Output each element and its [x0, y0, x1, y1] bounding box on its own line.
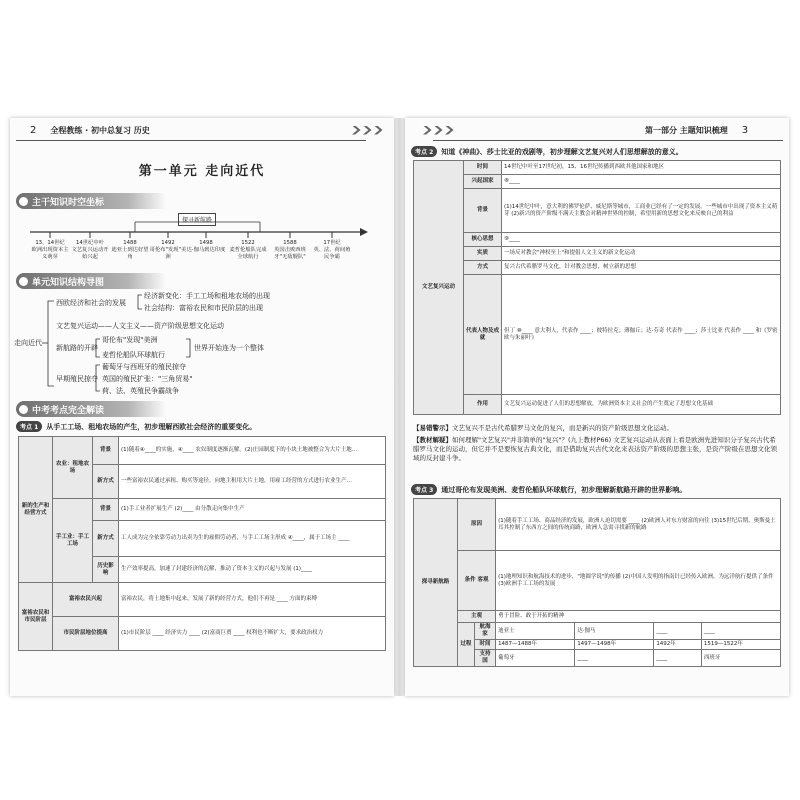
- table-cell: 新的生产和经营方式: [19, 437, 53, 583]
- section-heading: 中考考点完全解读: [16, 401, 166, 417]
- table-cell: 达·伽马: [575, 623, 654, 640]
- table-cell: 实质: [464, 247, 502, 261]
- table-cell: (1)手工业者扩展生产 (2)____ 由分散走向集中生产: [119, 499, 386, 521]
- table-cell: (1)随着手工工场、商品经济的发展，欧洲人迫切需要 ____ (2)欧洲人对东方财富的向往 (3)15世纪后期，奥斯曼土耳其控制了东西方之间的传统商路，欧洲人急需寻找新的航路: [496, 499, 781, 551]
- structure-leaf: 经济新变化：手工工场和租地农场的出现: [144, 292, 270, 300]
- table-cell: 勇于冒险、敢于开拓的精神: [496, 611, 781, 623]
- chevron-icon: [363, 126, 372, 135]
- table-row: [414, 623, 781, 640]
- table-cell: 背景: [93, 499, 119, 521]
- table-cell: 时间: [474, 640, 495, 650]
- table-cell: 核心思想: [464, 233, 502, 247]
- table-cell: 迪亚士: [496, 623, 575, 640]
- structure-leaf: 麦哲伦船队环球航行: [102, 351, 165, 359]
- right-header: [645, 122, 748, 138]
- table-cell: (1)地理知识和航海技术的进步，"地圆学说"的传播 (2)中国人发明的指南针已经传入欧洲，为远洋航行提供了条件 (3)欧洲手工工场的发展: [496, 551, 781, 611]
- exam-point-text: 通过哥伦布发现美洲、麦哲伦船队环球航行，初步理解新航路开辟的世界影响。: [441, 485, 687, 494]
- unit-title: 第一单元 走向近代: [138, 164, 266, 179]
- table-cell: 新方式: [93, 465, 119, 499]
- exam-point-badge: 考点 1: [16, 421, 42, 432]
- table-cell: 市民阶层地位提高: [53, 617, 119, 651]
- exam-point-text: 知道《神曲》、莎士比亚的戏剧等，初步理解文艺复兴对人们思想解放的意义。: [441, 147, 683, 156]
- textbook-note: [413, 436, 781, 463]
- table-cell: 一些富裕农民通过承租、购买等途径，向地主租用大片土地，用雇工经营的方式进行农业生产…: [119, 465, 386, 499]
- chevron-icon: [423, 126, 432, 135]
- table-cell: 一场反对教会"神权至上"和提倡人文主义的新文化运动: [502, 247, 781, 261]
- table-cell: 1519—1522年: [701, 640, 780, 650]
- table-cell: 主观: [458, 611, 496, 623]
- left-header: [30, 122, 150, 138]
- right-header-title: 第一部分 主题知识梳理: [645, 125, 728, 135]
- timeline-event: 13、14世纪 欧洲出现资本主义萌芽: [31, 240, 69, 260]
- textbook-text: 如何理解"文艺复兴"并非简单的"复兴"？(九上教材P66) 文艺复兴运动从表面上看是欧洲先进知识分子复兴古代希腊罗马文化的运动，但它并不是要恢复古典文化，而是借助复兴古代文化来表达资产阶级的思想主张，是资产阶级在思想文化领域的反封建斗争。: [413, 436, 777, 462]
- table-cell: ____: [654, 650, 702, 667]
- table-cell: 文艺复兴运动促进了人们的思想解放，为欧洲资本主义社会的产生奠定了思想文化基础: [502, 395, 781, 415]
- chevron-icon: [374, 126, 383, 135]
- tip-text: 文艺复兴不是古代希腊罗马文化的复兴，而是新兴的资产阶级思想文化运动。: [452, 424, 673, 432]
- table-cell: 历史影响: [93, 557, 119, 583]
- structure-leaf: 英国的殖民扩张："三角贸易": [102, 375, 193, 383]
- structure-leaf: 世界开始连为一个整体: [194, 344, 264, 352]
- table-row: [414, 551, 781, 611]
- tip-label: 【易错警示】: [413, 424, 452, 432]
- exam-point-title: [16, 421, 388, 432]
- table-cell: 原因: [458, 499, 496, 551]
- table-row: [19, 583, 386, 617]
- table-cell: 14世纪中叶至17世纪初，15、16世纪传播到西欧其他国家和地区: [502, 161, 781, 175]
- table-cell: 新方式: [93, 521, 119, 557]
- table-row: [414, 161, 781, 175]
- right-header-chevrons: [421, 122, 454, 138]
- table-row: [414, 175, 781, 189]
- voyage-table: [413, 498, 781, 667]
- chevron-icon: [434, 126, 443, 135]
- table-cell: 支持国: [474, 650, 495, 667]
- table-cell: (1)市民阶层 ____ 经济实力 ____ (2)富商巨贾 ____ 权利也不断扩大，要求政治权力: [119, 617, 386, 651]
- table-cell: ____: [575, 650, 654, 667]
- table-cell: 农业：租地农场: [53, 437, 93, 499]
- section-heading: 单元知识结构导图: [16, 273, 166, 289]
- table-cell: 背景: [464, 189, 502, 233]
- right-header-rule: [433, 140, 783, 141]
- table-cell: 作用: [464, 395, 502, 415]
- structure-leaf: 哥伦布"发现"美洲: [102, 336, 158, 344]
- exam-point-badge: 考点 3: [411, 484, 437, 495]
- table-cell: 葡萄牙: [496, 650, 575, 667]
- table-cell: 富裕农民，将土地集中起来，发展了新的经营方式，他们不再是 ____ 方面的束缚: [119, 583, 386, 617]
- table-cell: 复兴古代希腊罗马文化，针对教会思想，树立新的思想: [502, 261, 781, 275]
- table-cell: 文艺复兴运动: [414, 161, 464, 415]
- table-cell: 时间: [464, 161, 502, 175]
- structure-map: [14, 291, 390, 396]
- table-row: [19, 617, 386, 651]
- left-header-title: 全程教练 · 初中总复习 历史: [50, 125, 150, 135]
- timeline-event: 1522 麦哲伦船队完成全球航行: [229, 240, 267, 260]
- table-cell: 兴起国家: [464, 175, 502, 189]
- table-cell: ____: [701, 623, 780, 640]
- table-row: [19, 437, 386, 465]
- table-row: [414, 189, 781, 233]
- left-page-number: 2: [30, 124, 37, 136]
- table-cell: 富裕农民和市民阶层: [19, 583, 53, 651]
- structure-leaf: 荷、法、英殖民争霸战争: [102, 387, 179, 395]
- table-row: [19, 499, 386, 521]
- table-cell: 探寻新航路: [414, 499, 458, 667]
- structure-leaf: 葡萄牙与西班牙的殖民掠夺: [102, 363, 186, 371]
- timeline-event: 17世纪 英、法、荷间殖民争霸: [313, 240, 351, 260]
- table-row: [414, 275, 781, 395]
- table-cell: 西班牙: [701, 650, 780, 667]
- structure-branch: 文艺复兴运动——人文主义——资产阶级思想文化运动: [56, 322, 224, 330]
- table-cell: ⑨____: [502, 233, 781, 247]
- renaissance-table: [413, 160, 781, 415]
- table-cell: 代表人物及成就: [464, 275, 502, 395]
- table-cell: 方式: [464, 261, 502, 275]
- exam-point-text: 从手工工场、租地农场的产生，初步理解西欧社会经济的重要变化。: [46, 422, 257, 431]
- timeline-event: 1492 哥伦布"发现"美洲: [149, 240, 187, 260]
- table-cell: 生产效率提高，加速了封建经济的瓦解，推动了资本主义的兴起与发展 (1)____: [119, 557, 386, 583]
- table-cell: 但丁 ⑩____ 意大利人，代表作 ____；彼特拉克；薄伽丘；达·芬奇 代表作 ____；莎士比亚 代表作 ____ 和《罗密欧与朱丽叶》: [502, 275, 781, 395]
- table-cell: 1497—1498年: [575, 640, 654, 650]
- timeline-event: 1498 达·伽马到达印度: [186, 240, 226, 253]
- table-row: [414, 247, 781, 261]
- textbook-label: 【教材解疑】: [413, 436, 452, 444]
- chevron-icon: [352, 126, 361, 135]
- right-page-number: 3: [741, 124, 749, 136]
- table-row: [414, 261, 781, 275]
- exam-point-title: [411, 484, 783, 495]
- structure-branch: 早期殖民掠夺: [56, 375, 98, 383]
- section-heading: 主干知识时空坐标: [16, 193, 166, 209]
- table-cell: ⑧____: [502, 175, 781, 189]
- timeline-event: 1488 迪亚士到达好望角: [111, 240, 149, 260]
- table-cell: 航海家: [474, 623, 495, 640]
- table-row: [414, 499, 781, 551]
- structure-root: 走向近代: [14, 339, 42, 347]
- table-cell: 1487—1488年: [496, 640, 575, 650]
- exam-point-title: [411, 146, 783, 157]
- left-page: [10, 118, 394, 696]
- structure-branch: 新航路的开辟: [56, 344, 98, 352]
- left-header-rule: [16, 140, 366, 141]
- table-row: [414, 611, 781, 623]
- table-cell: (1)随着④____的实施，④____ 农奴制度逐渐瓦解。(2)庄园制度下的小块土地被整合为大片土地…: [119, 437, 386, 465]
- table-cell: ____: [654, 623, 702, 640]
- table-row: [414, 395, 781, 415]
- right-page: [405, 118, 789, 696]
- table-cell: 富裕农民兴起: [53, 583, 119, 617]
- table-cell: (1)14世纪中叶，意大利的佛罗伦萨、威尼斯等城市，工商业已经有了一定的发展。一些城市中出现了资本主义萌芽 (2)新兴的资产阶级不满天主教会对精神世界的控制，希望用新的思想文化来反映自己的利益: [502, 189, 781, 233]
- table-cell: 背景: [93, 437, 119, 465]
- exam-point-badge: 考点 2: [411, 146, 437, 157]
- economy-table: [18, 436, 386, 651]
- left-header-chevrons: [350, 122, 383, 138]
- structure-branch: 西欧经济和社会的发展: [56, 299, 126, 307]
- timeline-event: 1588 英国击败西班牙"无敌舰队": [274, 240, 306, 260]
- book-spine: [394, 118, 405, 696]
- table-row: [414, 233, 781, 247]
- chevron-icon: [445, 126, 454, 135]
- timeline-event: 14世纪中叶 文艺复兴运动开始兴起: [71, 240, 109, 260]
- timeline-label: 探寻新航路: [178, 213, 216, 226]
- table-cell: 过程: [458, 623, 475, 667]
- table-cell: 手工业：手工工场: [53, 499, 93, 583]
- structure-leaf: 社会结构：富裕农民和市民阶层的出现: [144, 304, 263, 312]
- table-cell: 条件 客观: [458, 551, 496, 611]
- tip-note: [413, 424, 781, 433]
- table-cell: 工人成为完全依靠劳动力出卖为生的雇佣劳动者，与手工工场主形成 ④____，属于工场主 ____: [119, 521, 386, 557]
- table-cell: 1492年: [654, 640, 702, 650]
